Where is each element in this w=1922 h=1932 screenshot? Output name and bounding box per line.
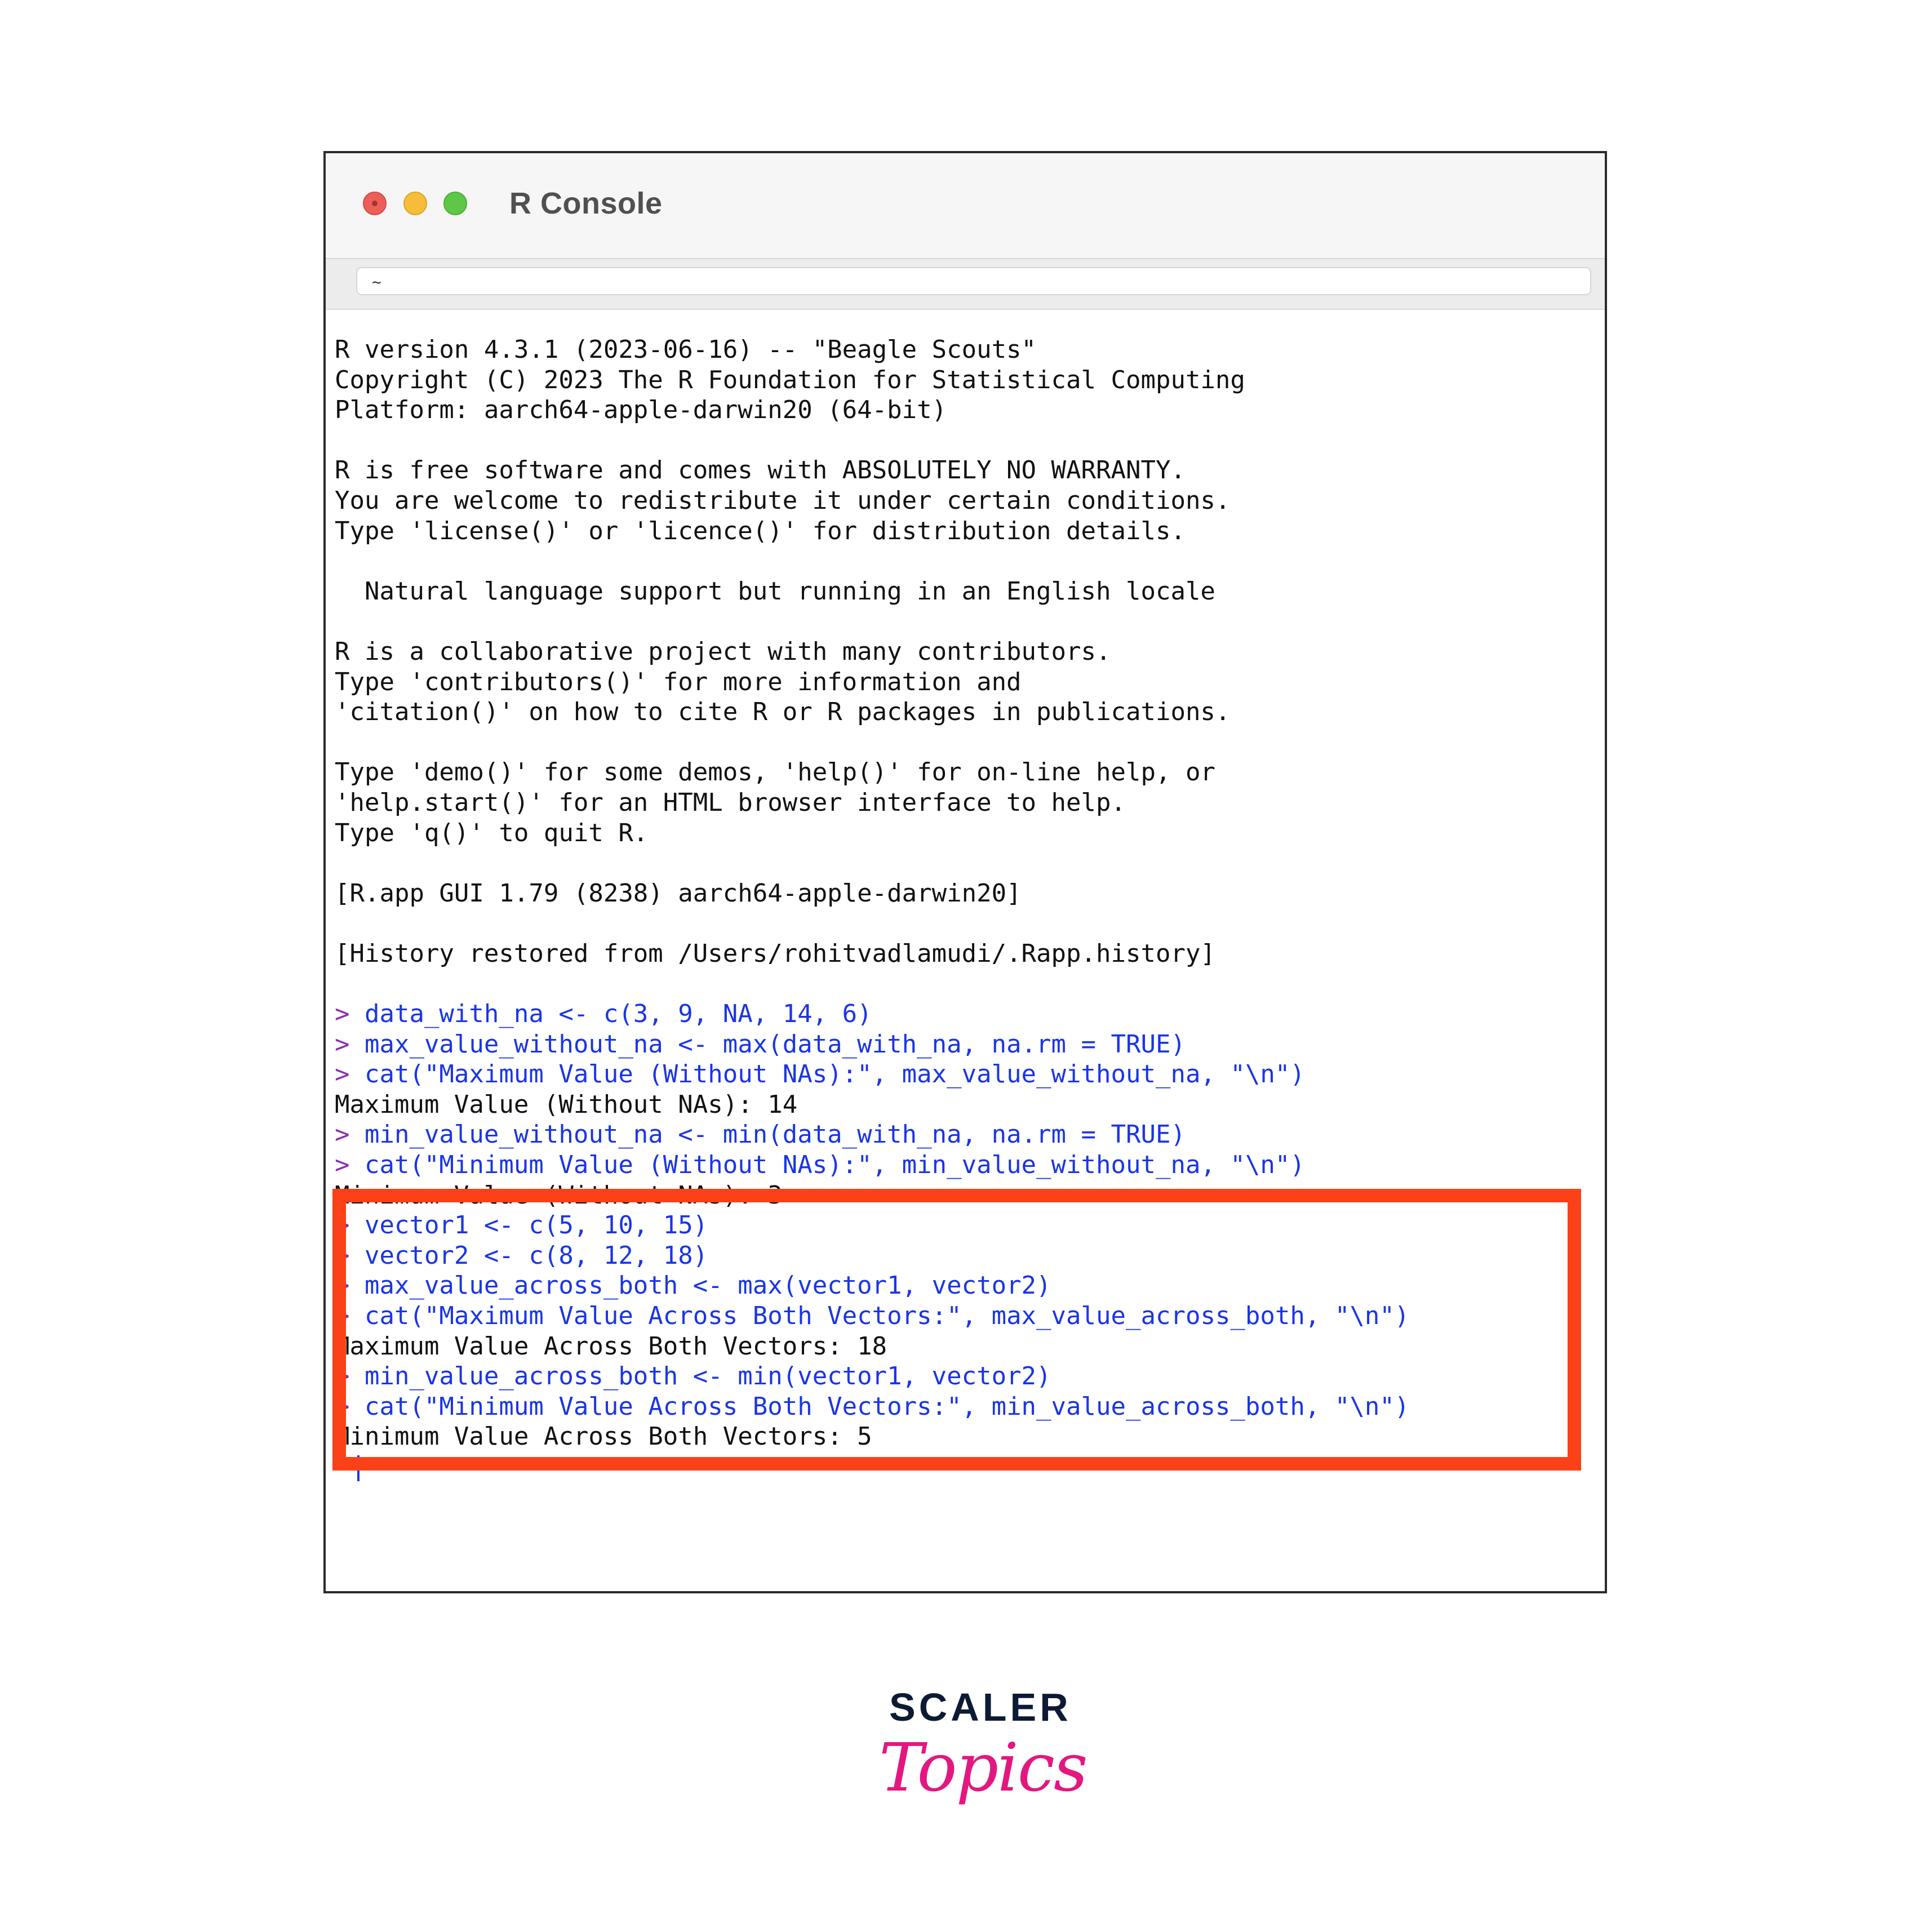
- console-output-line: Type 'q()' to quit R.: [335, 818, 649, 847]
- console-prompt: >: [335, 1392, 365, 1421]
- console-input-line: [335, 1029, 1596, 1060]
- console-output-line: [335, 908, 1596, 939]
- console-output-line: [R.app GUI 1.79 (8238) aarch64-apple-darwin20]: [335, 878, 1022, 908]
- console-command-text: min_value_without_na <- min(data_with_na, na.rm = TRUE): [364, 1120, 1186, 1149]
- console-input-line: [335, 1301, 1596, 1331]
- console-output-line: [335, 606, 1596, 637]
- console-input-line: [335, 1059, 1596, 1090]
- console-output-line: Maximum Value Across Both Vectors: 18: [335, 1331, 887, 1361]
- console-output-line: You are welcome to redistribute it under certain conditions.: [335, 486, 1231, 515]
- console-output-line: R is a collaborative project with many contributors.: [335, 637, 1111, 666]
- console-prompt: >: [335, 1362, 365, 1391]
- console-command-text: data_with_na <- c(3, 9, NA, 14, 6): [364, 1000, 872, 1029]
- console-prompt: >: [335, 1060, 365, 1089]
- console-output-line: R version 4.3.1 (2023-06-16) -- "Beagle Scouts": [335, 335, 1037, 364]
- console-command-text: cat("Maximum Value (Without NAs):", max_value_without_na, "\n"): [364, 1060, 1305, 1089]
- console-output-line: Type 'demo()' for some demos, 'help()' for on-line help, or: [335, 758, 1215, 787]
- console-prompt: >: [335, 1151, 365, 1180]
- console-output-line: 'citation()' on how to cite R or R packages in publications.: [335, 698, 1231, 727]
- console-output-line: [335, 848, 1596, 878]
- console-prompt: >: [335, 1120, 365, 1149]
- text-cursor: [357, 1455, 359, 1481]
- console-command-text: min_value_across_both <- min(vector1, vector2): [364, 1362, 1051, 1391]
- console-input-line: [335, 1392, 1596, 1422]
- logo-brand-text: SCALER: [889, 1685, 1072, 1729]
- console-output-line: Maximum Value (Without NAs): 14: [335, 1090, 798, 1119]
- console-input-line: [335, 1150, 1596, 1180]
- console-command-text: vector1 <- c(5, 10, 15): [364, 1211, 708, 1240]
- console-output-line: R is free software and comes with ABSOLUTELY NO WARRANTY.: [335, 456, 1186, 485]
- console-output-line: 'help.start()' for an HTML browser interface to help.: [335, 788, 1126, 817]
- console-output-line: Type 'contributors()' for more information and: [335, 667, 1022, 696]
- console-prompt: >: [335, 1241, 365, 1270]
- console-prompt: >: [335, 1271, 365, 1300]
- console-input-line: [335, 1241, 1596, 1271]
- console-output-line: Minimum Value Across Both Vectors: 5: [335, 1422, 872, 1451]
- working-directory-bar: [326, 259, 1605, 310]
- console-output-line: Platform: aarch64-apple-darwin20 (64-bit): [335, 396, 947, 425]
- console-command-text: vector2 <- c(8, 12, 18): [364, 1241, 708, 1270]
- close-window-button[interactable]: [363, 192, 387, 215]
- console-output-line: Natural language support but running in an English locale: [335, 576, 1215, 606]
- console-output[interactable]: [335, 335, 1596, 1585]
- window-title: R Console: [509, 186, 663, 220]
- console-output-line: [History restored from /Users/rohitvadlamudi/.Rapp.history]: [335, 939, 1215, 968]
- console-output-line: Minimum Value (Without NAs): 3: [335, 1180, 783, 1210]
- console-input-line: [335, 1271, 1596, 1301]
- console-output-line: Type 'license()' or 'licence()' for distribution details.: [335, 516, 1186, 545]
- console-input-line: [335, 1361, 1596, 1392]
- working-directory-field[interactable]: ~: [356, 267, 1591, 295]
- title-bar: [326, 153, 1605, 259]
- console-command-text: cat("Minimum Value (Without NAs):", min_value_without_na, "\n"): [364, 1151, 1305, 1180]
- console-input-line: [335, 999, 1596, 1029]
- console-output-line: [335, 727, 1596, 758]
- console-output-line: [335, 969, 1596, 999]
- zoom-window-button[interactable]: [443, 192, 467, 215]
- scaler-topics-logo: [879, 1685, 1087, 1831]
- console-command-text: max_value_without_na <- max(data_with_na, na.rm = TRUE): [364, 1029, 1186, 1059]
- console-active-prompt-line[interactable]: [335, 1452, 1596, 1482]
- console-command-text: max_value_across_both <- max(vector1, vector2): [364, 1271, 1051, 1300]
- minimize-window-button[interactable]: [403, 192, 427, 215]
- r-console-window: [323, 151, 1607, 1593]
- console-command-text: cat("Minimum Value Across Both Vectors:", min_value_across_both, "\n"): [364, 1392, 1410, 1421]
- console-input-line: [335, 1120, 1596, 1150]
- console-output-line: Copyright (C) 2023 The R Foundation for Statistical Computing: [335, 365, 1245, 394]
- console-prompt: >: [335, 1029, 365, 1059]
- console-output-line: [335, 425, 1596, 456]
- console-prompt: >: [335, 1302, 365, 1330]
- logo-product-text: Topics: [879, 1729, 1087, 1806]
- console-prompt: >: [335, 1211, 365, 1240]
- console-command-text: cat("Maximum Value Across Both Vectors:", max_value_across_both, "\n"): [364, 1302, 1410, 1330]
- console-input-line: [335, 1210, 1596, 1241]
- console-prompt: >: [335, 1000, 365, 1029]
- console-output-line: [335, 546, 1596, 576]
